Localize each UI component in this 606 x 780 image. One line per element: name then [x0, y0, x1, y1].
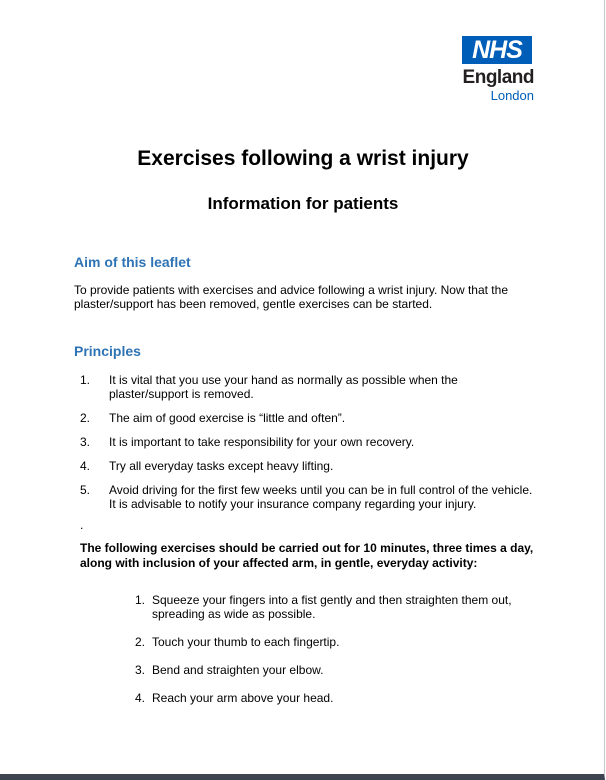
list-item: [135, 593, 535, 621]
stray-dot: .: [80, 518, 84, 532]
list-item-number: 3.: [80, 435, 91, 449]
list-item-number: 2.: [80, 411, 91, 425]
list-item: [80, 373, 540, 401]
nhs-england-logo: [462, 36, 534, 103]
list-item: [135, 663, 535, 677]
list-item-text: It is vital that you use your hand as normally as possible when the plaster/support is removed.: [109, 373, 458, 401]
logo-subregion-text: London: [490, 88, 534, 103]
list-item: [135, 635, 535, 649]
list-item-number: 1.: [80, 373, 91, 387]
list-item-number: 2.: [135, 635, 146, 649]
list-item: [135, 691, 535, 705]
list-item-text: Try all everyday tasks except heavy lifting.: [109, 459, 334, 473]
list-item-number: 1.: [135, 593, 146, 607]
list-item-number: 4.: [80, 459, 91, 473]
page-subtitle: Information for patients: [207, 194, 399, 213]
list-item-text: The aim of good exercise is “little and often”.: [109, 411, 346, 425]
list-item: [80, 435, 540, 449]
aim-text: To provide patients with exercises and advice following a wrist injury. Now that the plaster/support has been removed, gentle exercises can be started.: [74, 283, 508, 311]
principles-heading: Principles: [74, 343, 141, 359]
list-item-number: 3.: [135, 663, 146, 677]
list-item: [80, 483, 540, 511]
list-item: [80, 459, 540, 473]
list-item-text: Squeeze your fingers into a fist gently and then straighten them out, spreading as wide as possible.: [152, 593, 512, 621]
list-item-text: Touch your thumb to each fingertip.: [152, 635, 340, 649]
nhs-logo-mark: NHS: [462, 36, 532, 64]
list-item-number: 4.: [135, 691, 146, 705]
list-item-number: 5.: [80, 483, 91, 497]
list-item-text: Reach your arm above your head.: [152, 691, 334, 705]
list-item-text: Bend and straighten your elbow.: [152, 663, 324, 677]
aim-heading: Aim of this leaflet: [74, 254, 191, 270]
logo-region-text: England: [462, 67, 534, 88]
list-item-text: It is important to take responsibility for your own recovery.: [109, 435, 415, 449]
list-item: [80, 411, 540, 425]
page-title: Exercises following a wrist injury: [137, 147, 469, 170]
list-item-text: Avoid driving for the first few weeks until you can be in full control of the vehicle. It is advisable to notify your insurance company regarding your injury.: [109, 483, 533, 511]
principles-list: [80, 373, 540, 521]
exercise-intro: The following exercises should be carried out for 10 minutes, three times a day, along with inclusion of your affected arm, in gentle, everyday activity:: [80, 541, 534, 570]
exercises-list: [135, 593, 535, 719]
